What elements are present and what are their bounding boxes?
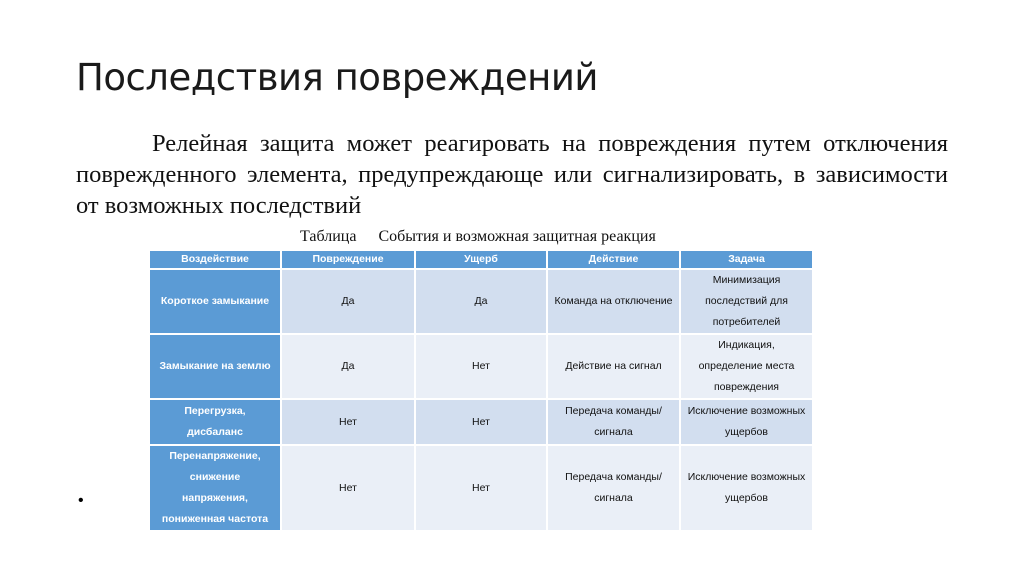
table-row xyxy=(149,269,813,334)
table-header-row xyxy=(149,250,813,269)
table-cell: Да xyxy=(415,269,547,334)
table-cell: Передача команды/сигнала xyxy=(547,445,680,531)
table-cell: Индикация, определение места повреждения xyxy=(680,334,813,399)
intro-paragraph: Релейная защита может реагировать на повреждения путем отключения поврежденного элемента, предупреждающе или сигнализировать, в зависимости от возможных последствий xyxy=(76,130,948,219)
column-header-action: Действие xyxy=(547,250,680,269)
table-cell: Действие на сигнал xyxy=(547,334,680,399)
table-row xyxy=(149,399,813,445)
table-cell: Нет xyxy=(415,334,547,399)
table-row xyxy=(149,334,813,399)
table-cell: Нет xyxy=(415,445,547,531)
table-cell: Да xyxy=(281,269,415,334)
table-cell: Нет xyxy=(281,399,415,445)
table-cell: Команда на отключение xyxy=(547,269,680,334)
table-cell: Нет xyxy=(415,399,547,445)
caption-label: Таблица xyxy=(300,228,357,245)
table-cell: Передача команды/сигнала xyxy=(547,399,680,445)
slide-title: Последствия повреждений xyxy=(76,56,598,99)
table-cell: Нет xyxy=(281,445,415,531)
column-header-impact: Воздействие xyxy=(149,250,281,269)
column-header-task: Задача xyxy=(680,250,813,269)
table-cell: Минимизация последствий для потребителей xyxy=(680,269,813,334)
table-row xyxy=(149,445,813,531)
bullet-dot: • xyxy=(78,492,84,509)
table-cell: Исключение возможных ущербов xyxy=(680,445,813,531)
column-header-damage: Повреждение xyxy=(281,250,415,269)
row-header-cell: Замыкание на землю xyxy=(149,334,281,399)
events-table xyxy=(148,249,814,532)
caption-text: События и возможная защитная реакция xyxy=(378,228,656,245)
row-header-cell: Перенапряжение, снижение напряжения, пониженная частота xyxy=(149,445,281,531)
table-caption xyxy=(300,228,656,246)
table-cell: Исключение возможных ущербов xyxy=(680,399,813,445)
row-header-cell: Короткое замыкание xyxy=(149,269,281,334)
row-header-cell: Перегрузка, дисбаланс xyxy=(149,399,281,445)
column-header-harm: Ущерб xyxy=(415,250,547,269)
table-cell: Да xyxy=(281,334,415,399)
